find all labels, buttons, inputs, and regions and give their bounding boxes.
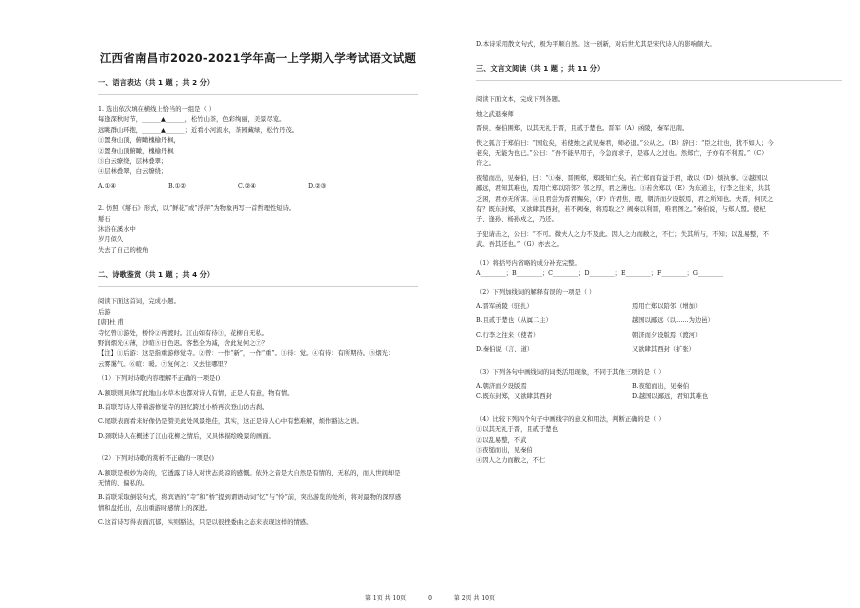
q4-sentence: ①以其无礼于晋，且贰于楚也 [476,426,558,434]
section-2-heading: 二、诗歌鉴赏（共 1 题 ；共 4 分） [98,270,214,280]
q3-stem: （3）下列各句中画线词的词类活用现象，不同于其他三项的是（ ） [476,368,665,376]
sub1-stem: （1）下列对诗歌内容理解不正确的一项是() [98,375,221,383]
passage-paragraph: 佚之狐言于郑伯曰：“国危矣，若使烛之武见秦君，师必退。”公从之。（B）辞曰：“臣之壮也，犹不如人；今 [476,139,774,147]
passage-paragraph: 武。吾其还也。”（G）亦去之。 [476,241,563,249]
q2-row [476,316,842,326]
divider [98,286,418,287]
q2-option-a-2: 焉用亡郑以陪邻（增加） [632,302,702,310]
q2-option-b-2: 越国以鄙远（以……为边邑） [632,317,714,325]
q2-line: 失去了自己的棱角 [98,246,149,254]
q2-option-d-2: 又欲肆其西封（扩张） [632,346,695,354]
divider [98,94,418,95]
sub1-option-a: A.颔联则具体写此地山水草木也都对诗人有情，正是人有意，物有情。 [98,389,294,397]
q4-sentence: ③夜缒而出，见秦伯 [476,446,533,454]
q2-row [476,331,842,341]
section-3-heading: 三、文言文阅读（共 1 题 ；共 11 分） [476,64,605,74]
passage-paragraph: 夜缒而出，见秦伯，曰：“①秦、晋围郑，郑既知亡矣。若亡郑而有益于君，敢以（D）烦执事。②越国以 [476,174,768,182]
page-center-mark: 0 [428,595,432,602]
q1-line: ②置身山顶俯瞰，槐榆丹枫 [98,147,174,155]
q2-row [476,345,842,355]
q1-option-c: C.②④ [238,182,256,190]
q1-options [98,182,418,192]
passage-paragraph: 子、逢孙、杨孙戍之，乃还。 [476,216,558,224]
q2-line: 沐浴在溪水中 [98,226,136,234]
q1-line: 远眺群山环抱，______▲______；近看小河流水，茶园藏绿，松竹丹茂。 [98,126,299,134]
q2-line: 岁月似久 [98,236,124,244]
passage-paragraph: 有？既东封郑，又欲肆其西封，若不阙秦，将焉取之？阙秦以利晋，唯君图之。”秦伯说，与郑人盟。使杞 [476,206,766,214]
q3-option-c: C.既东封郑，又欲肆其西封 [476,393,552,401]
q1-line: 每逢深秋时节，______▲______，松竹山茶，色彩绚丽，美景尽览。 [98,116,286,124]
q2-option-a: A.晋军函陵（驻扎） [476,302,533,310]
q4-stem: （4）比较下列四个句子中画线字的意义和用法，判断正确的是（ ） [476,415,665,423]
sub1-option-d: D.颈联诗人在概述了江山花柳之情后，又具体描绘晚景的画面。 [98,432,275,440]
q3-option-a: A.朝济而夕设版焉 [476,382,527,390]
page-number-right: 第 2页 共 10页 [453,595,496,602]
sub2-option-a-cont: 无情的、偏私的。 [98,479,149,487]
passage-title: 烛之武退秦师 [476,110,514,118]
q2-stem: 2. 仿照《掰石》形式，以“鲜花”或“浮萍”为物象再写一首哲理性短诗。 [98,205,296,213]
poem-title: 后游 [98,308,111,316]
poem-author: [唐]杜 甫 [98,319,124,327]
sub2-option-c: C.这首诗写得表面沉郁，实则豁达，只是以很挫委曲之态来表现这样的情感。 [98,519,313,527]
q2-line: 掰石 [98,215,111,223]
passage-paragraph: 晋侯、秦伯围郑，以其无礼于晋，且贰于楚也。晋军（A）函陵，秦军氾南。 [476,125,689,133]
poem-note: 【注】①后游：这是指重游修觉寺。②曾：一作“新”，一作“重”。③待：觉。④有待：有所期待。⑤烟光： [98,350,395,358]
divider [476,80,842,81]
section-1-heading: 一、语言表达（共 1 题 ；共 2 分） [98,78,214,87]
q1-option-b: B.①② [168,182,186,190]
poem-intro: 阅读下面这首词，完成小题。 [98,298,180,306]
page-footer [0,593,860,602]
q2-option-d: D.秦伯说（言、道） [476,346,534,354]
q3-option-d: D.越国以鄙远，君知其难也 [632,393,709,401]
sub1-option-c: C.尾联表面看来好像仍是赞美此处风景绝佳，其实，这正是诗人心中有愁难解，烦作豁达之语。 [98,418,363,426]
q1-line: ①置身山顶，俯瞰槐榆丹枫， [98,137,180,145]
right-page [440,0,860,608]
page-number-left: 第 1页 共 10页 [364,595,407,602]
sub1-option-b: B.首联写诗人带着游修觉寺的回忆跨过小桥再次登山访古刹。 [98,403,269,411]
passage-intro: 阅读下面文本，完成下列各题。 [476,96,565,104]
sub2-option-a: A.颔联是极妙为奇的，它透露了诗人对世态炎凉的感慨。依外之音是大自然是有情的、无私的，而人世间却是 [98,469,401,477]
q2-option-b: B.且贰于楚也（从属二主） [476,317,552,325]
q1-option-d: D.②③ [308,182,327,190]
q3-row [476,382,842,392]
poem-line: 寺忆曾①游处，桥怜②再渡时。江山如有待③，花柳自无私。 [98,329,269,337]
q2-option-c: C.行李之往来（使者） [476,331,540,339]
q4-sentence: ④因人之力而敝之，不仁 [476,457,546,465]
q2-row [476,302,842,312]
q1-option-a: A.①④ [98,182,116,190]
passage-paragraph: 许之。 [476,160,495,168]
q1-stem: （1）将括号内省略的成分补充完整。 [476,259,581,267]
passage-paragraph: 老矣，无能为也已。”公曰：“吾不能早用子，今急而求子，是寡人之过也。然郑亡，子亦有不利焉。”（C） [476,150,768,158]
poem-note: 云雾霭气。⑥暄：暖。⑦复何之：又去往哪里？ [98,360,231,368]
q3-row [476,392,842,402]
sub2-stem: （2）下列对诗歌的赏析不正确的一项是() [98,455,214,463]
exam-title: 江西省南昌市2020-2021学年高一上学期入学考试语文试题 [99,51,417,65]
q4-sentence: ②以乱易整，不武 [476,436,527,444]
passage-paragraph: 鄙远，君知其难也，焉用亡郑以陪邻？邻之厚，君之薄也。③若舍郑以（E）为东道主，行李之往来，共其 [476,185,771,193]
q1-blanks: A________；B________；C________；D________；E________；F________；G________ [476,270,724,278]
poem-line: 野润烟光④薄，沙暄⑤日色迟。客愁全为减，舍此复何之⑦？ [98,339,269,347]
sub2-option-b: B.首联采取倒装句式，将宾语的“寺”和“桥”提到谓语动词“忆”与“怜”前，突出游览的处所，将对最物的深厚感 [98,494,402,502]
passage-paragraph: 乏困，君亦无所害。④且君尝为晋君赐矣，（F）许君焦、瑕，朝济而夕设版焉，君之所知也。夫晋，何厌之 [476,195,774,203]
passage-paragraph: 子犯请击之，公曰：“不可。微夫人之力不及此。因人之力而敝之，不仁；失其所与，不知；以乱易整，不 [476,230,769,238]
sub2-option-b-cont: 情和盘托出，点出重游时感情上的深进。 [98,504,212,512]
q3-option-b: B.夜缒而出，见秦伯 [632,382,690,390]
q1-line: ④层林叠翠，白云缭绕； [98,168,168,176]
q2-stem: （2）下列加线词的解释有误的一项是（ ） [476,288,596,296]
q1-line: ③白云缭绕，层林叠翠； [98,158,168,166]
q2-option-c-2: 朝济而夕设版焉（渡河） [632,331,702,339]
q1-stem: 1. 选出依次填在横线上恰当的一组是（ ） [98,106,216,113]
sub2-option-d: D.本诗采用散文句式，极为平顺自然。这一创新，对后世尤其是宋代诗人的影响颇大。 [476,41,716,48]
